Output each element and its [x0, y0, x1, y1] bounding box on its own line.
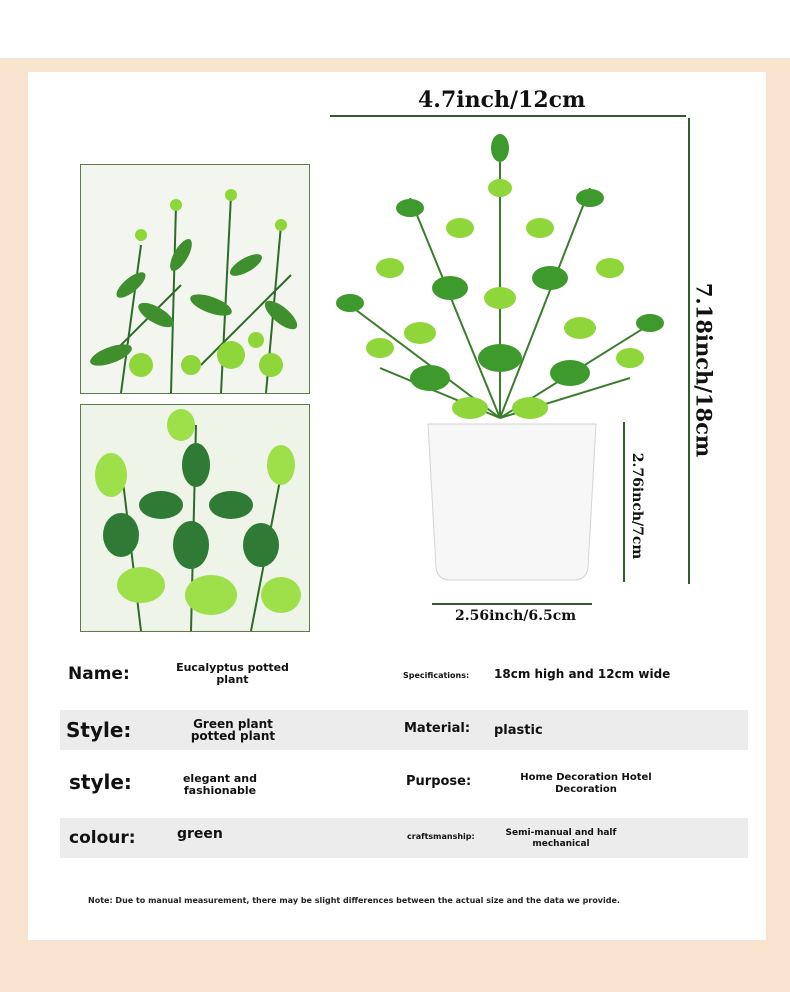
- colour-value: green: [177, 826, 223, 842]
- height-dimension-line: [688, 118, 690, 584]
- potted-plant-illustration: [320, 118, 680, 588]
- measurement-note: Note: Due to manual measurement, there may be slight differences between the actual size and the data we provide.: [88, 896, 620, 905]
- style2-label: style:: [69, 770, 132, 794]
- specifications-value: 18cm high and 12cm wide: [494, 667, 671, 681]
- name-label: Name:: [68, 664, 130, 684]
- craftsmanship-value: Semi-manual and half mechanical: [505, 828, 617, 849]
- colour-label: colour:: [69, 828, 136, 848]
- leaf-closeup-image-top: [80, 164, 310, 394]
- leaf-closeup-illustration-top: [81, 165, 309, 393]
- style-label: Style:: [66, 718, 132, 742]
- white-pot: [428, 424, 596, 580]
- leaf-closeup-image-bottom: [80, 404, 310, 632]
- pot-height-dimension-line: [623, 422, 625, 582]
- name-value: Eucalyptus potted plant: [176, 661, 289, 686]
- material-value: plastic: [494, 723, 543, 738]
- width-dimension-label: 4.7inch/12cm: [418, 87, 586, 113]
- pot-height-dimension-label: 2.76inch/7cm: [629, 452, 645, 560]
- spec-row-colour: [60, 818, 748, 858]
- purpose-value: Home Decoration Hotel Decoration: [520, 772, 652, 795]
- purpose-label: Purpose:: [406, 774, 472, 789]
- style2-value: elegant and fashionable: [182, 772, 258, 797]
- specifications-label: Specifications:: [403, 671, 470, 680]
- craftsmanship-label: craftsmanship:: [407, 832, 475, 841]
- leaf-closeup-illustration-bottom: [81, 405, 309, 631]
- width-dimension-line: [330, 115, 686, 117]
- material-label: Material:: [404, 721, 471, 736]
- pot-width-dimension-line: [432, 603, 592, 605]
- style-value: Green plant potted plant: [190, 717, 276, 743]
- pot-width-dimension-label: 2.56inch/6.5cm: [455, 608, 577, 624]
- height-dimension-label: 7.18inch/18cm: [691, 282, 717, 458]
